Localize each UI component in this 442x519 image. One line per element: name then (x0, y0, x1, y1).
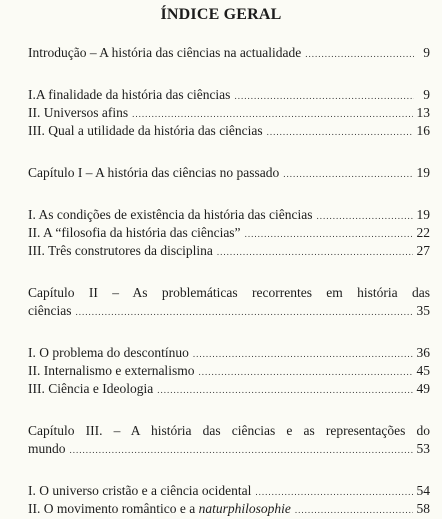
leader-dots (317, 207, 413, 225)
toc-entry-label: Capítulo I – A história das ciências no passado (28, 165, 280, 180)
leader-dots (198, 363, 412, 381)
leader-dots (75, 303, 412, 321)
toc-page-number: 9 (423, 87, 430, 102)
toc-entry-chapter-3-section-1 (28, 482, 430, 500)
toc-entry-label: I.A finalidade da história das ciências (28, 87, 231, 102)
toc-page-number: 53 (416, 441, 430, 456)
toc-entry-label: I. As condições de existência da história das ciências (28, 207, 313, 222)
toc-entry-intro-section-3 (28, 122, 430, 140)
leader-dots (255, 483, 412, 501)
toc-entry-label: I. O problema do descontínuo (28, 345, 189, 360)
leader-dots (295, 501, 413, 519)
toc-entry-label: III. Ciência e Ideologia (28, 381, 154, 396)
toc-entry-label: III. Qual a utilidade da história das ciências (28, 123, 263, 138)
toc-page-number: 22 (416, 225, 430, 240)
toc-page-number: 19 (416, 165, 430, 180)
toc-entry-intro-section-2 (28, 104, 430, 122)
toc-entry-chapter-2-line-1: Capítulo II – As problemáticas recorrentes em história das (28, 285, 430, 300)
toc-page-number: 45 (416, 363, 430, 378)
toc-page-number: 9 (423, 45, 430, 60)
leader-dots (234, 87, 414, 105)
toc-entry-chapter-2-section-3 (28, 380, 430, 398)
toc-entry-chapter-3 (28, 440, 430, 458)
toc-page-number: 49 (416, 381, 430, 396)
leader-dots (245, 225, 413, 243)
toc-entry-label (28, 500, 291, 518)
toc-entry-label: II. Internalismo e externalismo (28, 363, 195, 378)
toc-entry-label: Introdução – A história das ciências na actualidade (28, 45, 302, 60)
toc-entry-chapter-3-section-2 (28, 500, 430, 518)
leader-dots (70, 441, 413, 459)
leader-dots (283, 165, 412, 183)
toc-entry-chapter-2 (28, 302, 430, 320)
toc-page-number: 19 (416, 207, 430, 222)
toc-page-number: 27 (416, 243, 430, 258)
toc-entry-label-italic: naturphilosophie (198, 501, 291, 516)
toc-page-number: 54 (416, 483, 430, 498)
toc-entry-label: ciências (28, 303, 72, 318)
toc-entry-chapter-2-section-2 (28, 362, 430, 380)
leader-dots (267, 123, 413, 141)
toc-entry-label-prefix: II. O movimento romântico e a (28, 501, 199, 516)
toc-entry-chapter-3-line-1: Capítulo III. – A história das ciências e as representações do (28, 423, 430, 438)
toc-entry-label: II. A “filosofia da história das ciências” (28, 225, 241, 240)
toc-page-number: 16 (416, 123, 430, 138)
toc-entry-chapter-2-section-1 (28, 344, 430, 362)
leader-dots (305, 45, 414, 63)
toc-entry-label: I. O universo cristão e a ciência ocidental (28, 483, 252, 498)
leader-dots (193, 345, 413, 363)
toc-entry-chapter-1-section-1 (28, 206, 430, 224)
leader-dots (157, 381, 412, 399)
toc-entry-intro-section-1 (28, 86, 430, 104)
toc-page-number: 58 (416, 501, 430, 516)
leader-dots (217, 243, 413, 261)
toc-entry-chapter-1-section-3 (28, 242, 430, 260)
toc-entry-introduction (28, 44, 430, 62)
leader-dots (132, 105, 412, 123)
toc-page-number: 35 (416, 303, 430, 318)
toc-page-number: 13 (416, 105, 430, 120)
toc-entry-chapter-1 (28, 164, 430, 182)
toc-entry-label: II. Universos afins (28, 105, 129, 120)
page-title: ÍNDICE GERAL (160, 6, 282, 23)
toc-entry-chapter-1-section-2 (28, 224, 430, 242)
toc-entry-label: III. Três construtores da disciplina (28, 243, 213, 258)
toc-page-number: 36 (416, 345, 430, 360)
table-of-contents (28, 44, 430, 518)
toc-entry-label: mundo (28, 441, 66, 456)
